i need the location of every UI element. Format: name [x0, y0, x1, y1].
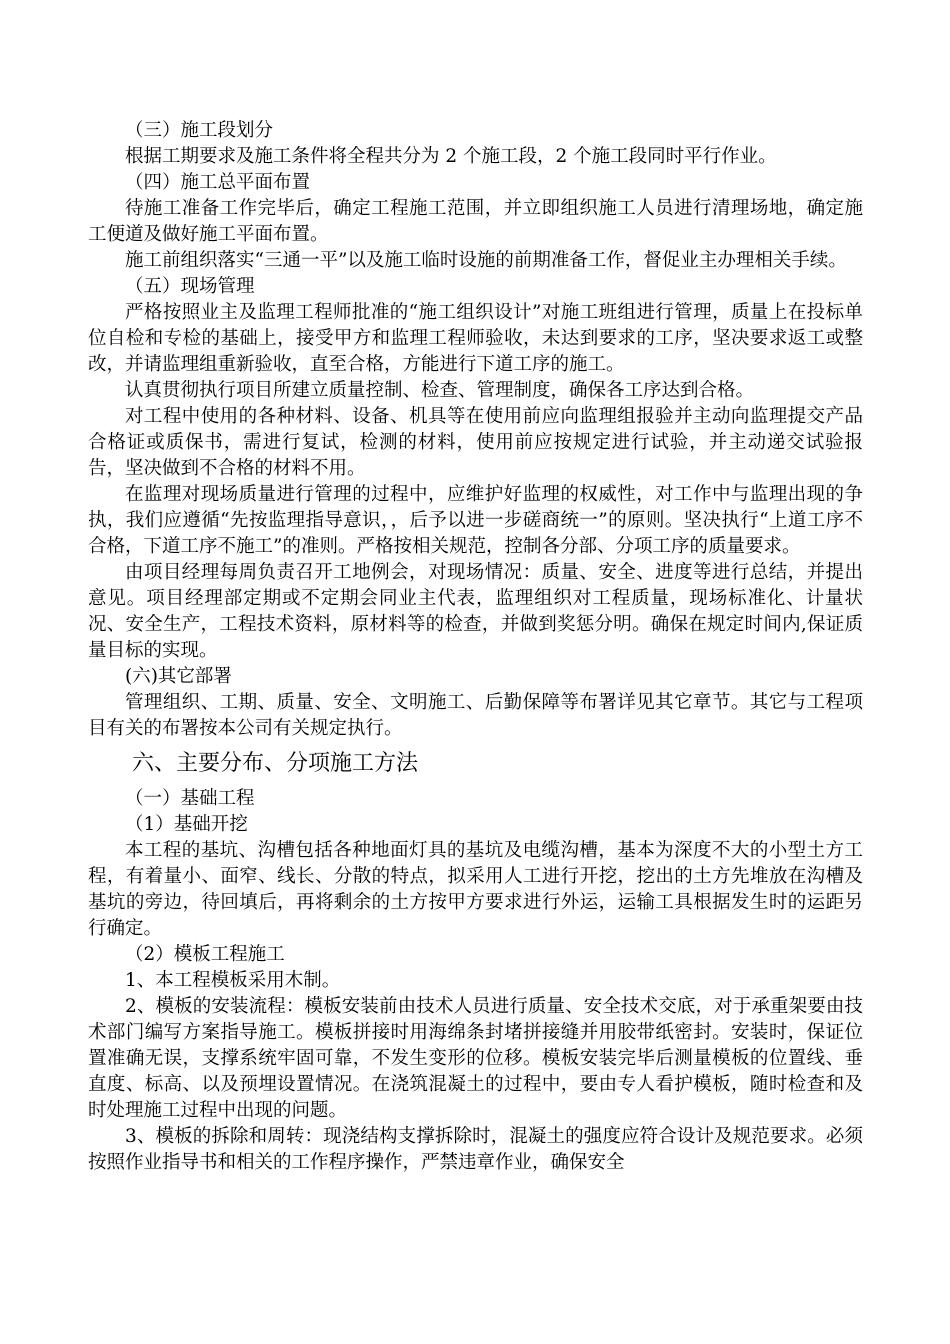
paragraph: 施工前组织落实“三通一平”以及施工临时设施的前期准备工作，督促业主办理相关手续。 — [125, 250, 847, 271]
paragraph: 认真贯彻执行项目所建立质量控制、检查、管理制度，确保各工序达到合格。 — [125, 380, 755, 401]
subsection-heading: （五）现场管理 — [125, 276, 255, 297]
paragraph: 3、模板的拆除和周转：现浇结构支撑拆除时，混凝土的强度应符合设计及规范要求。必须按照作业指导书和相关的工作程序操作，严禁违章作业，确保安全 — [88, 1126, 863, 1173]
paragraph: 2、模板的安装流程：模板安装前由技术人员进行质量、安全技术交底，对于承重架要由技术部门编写方案指导施工。模板拼接时用海绵条封堵拼接缝并用胶带纸密封。安装时，保证位置准确无误，支撑系统牢固可靠，不发生变形的位移。模板安装完毕后测量模板的位置线、垂直度、标高、以及预埋设置情况。在浇筑混凝土的过程中，要由专人看护模板，随时检查和及时处理施工过程中出现的问题。 — [88, 996, 863, 1121]
subsection-heading: （1）基础开挖 — [125, 814, 248, 835]
section-title: 六、主要分布、分项施工方法 — [132, 751, 419, 776]
paragraph: 严格按照业主及监理工程师批准的“施工组织设计”对施工班组进行管理，质量上在投标单位自检和专检的基础上，接受甲方和监理工程师验收，未达到要求的工序，坚决要求返工或整改，并请监理组重新验收，直至合格，方能进行下道工序的施工。 — [88, 302, 863, 375]
document-body — [88, 118, 863, 1176]
paragraph: 待施工准备工作完毕后，确定工程施工范围，并立即组织施工人员进行清理场地，确定施工便道及做好施工平面布置。 — [88, 198, 863, 245]
paragraph: 由项目经理每周负责召开工地例会，对现场情况：质量、安全、进度等进行总结，并提出意见。项目经理部定期或不定期会同业主代表，监理组织对工程质量，现场标准化、计量状况、安全生产，工程技术资料，原材料等的检查，并做到奖惩分明。确保在规定时间内,保证质量目标的实现。 — [88, 562, 863, 661]
paragraph: 根据工期要求及施工条件将全程共分为 2 个施工段，2 个施工段同时平行作业。 — [125, 146, 777, 167]
subsection-heading: （2）模板工程施工 — [125, 944, 285, 965]
paragraph: 1、本工程模板采用木制。 — [125, 970, 341, 991]
paragraph: 本工程的基坑、沟槽包括各种地面灯具的基坑及电缆沟槽，基本为深度不大的小型土方工程，有着量小、面窄、线长、分散的特点，拟采用人工进行开挖，挖出的土方先堆放在沟槽及基坑的旁边，待回填后，再将剩余的土方按甲方要求进行外运，运输工具根据发生时的运距另行确定。 — [88, 840, 863, 939]
subsection-heading: （四）施工总平面布置 — [125, 172, 311, 193]
subsection-heading: （一）基础工程 — [125, 788, 255, 809]
paragraph: 管理组织、工期、质量、安全、文明施工、后勤保障等布署详见其它章节。其它与工程项目有关的布署按本公司有关规定执行。 — [88, 692, 863, 739]
subsection-heading: (六)其它部署 — [125, 666, 232, 687]
subsection-heading: （三）施工段划分 — [125, 120, 274, 141]
paragraph: 对工程中使用的各种材料、设备、机具等在使用前应向监理组报验并主动向监理提交产品合格证或质保书，需进行复试，检测的材料，使用前应按规定进行试验，并主动递交试验报告，坚决做到不合格的材料不用。 — [88, 406, 863, 479]
paragraph: 在监理对现场质量进行管理的过程中，应维护好监理的权威性，对工作中与监理出现的争执，我们应遵循“先按监理指导意识，，后予以进一步磋商统一”的原则。坚决执行“上道工序不合格，下道工序不施工”的准则。严格按相关规范，控制各分部、分项工序的质量要求。 — [88, 484, 863, 557]
